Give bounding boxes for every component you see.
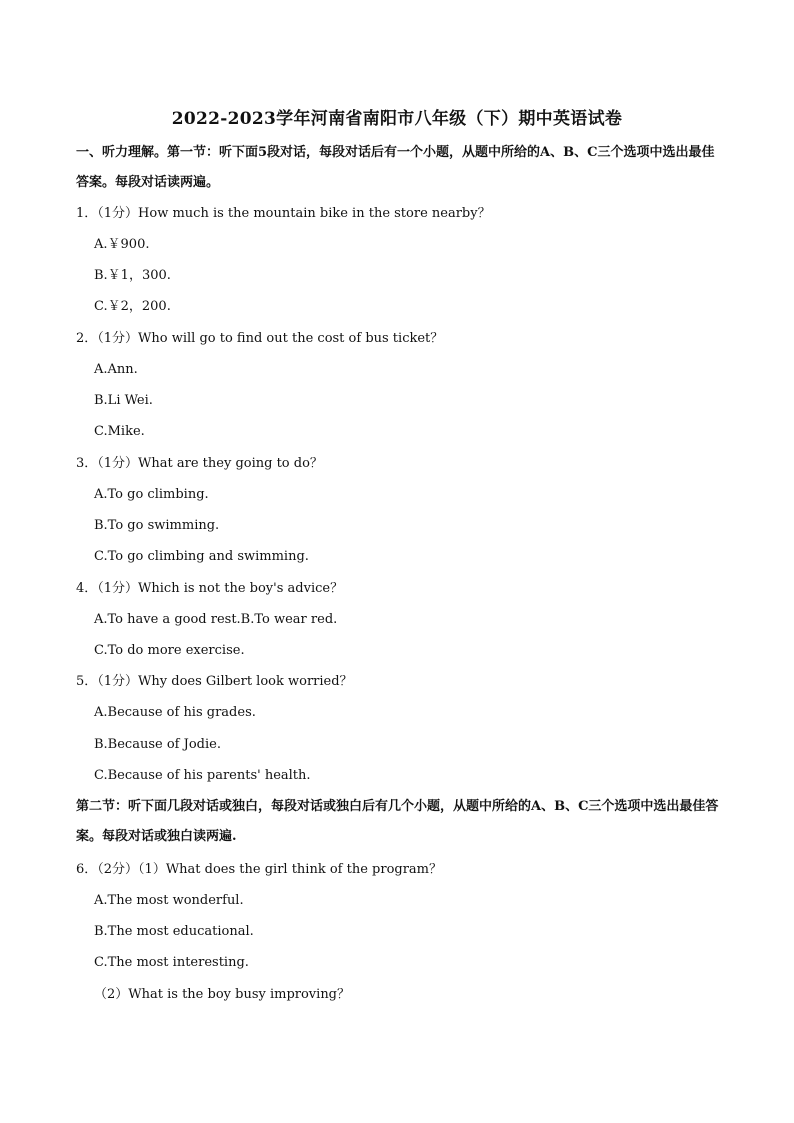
question-3-option-a: A.To go climbing.: [94, 487, 209, 502]
question-5-option-a: A.Because of his grades.: [94, 705, 256, 720]
question-5-stem: 5．（1分）Why does Gilbert look worried？: [76, 674, 353, 689]
question-6-option-a: A.The most wonderful.: [94, 893, 244, 908]
question-3-option-c: C.To go climbing and swimming.: [94, 549, 309, 564]
question-3-stem: 3．（1分）What are they going to do？: [76, 456, 323, 471]
question-4-options-ab: A.To have a good rest.B.To wear red.: [94, 612, 338, 627]
question-6-option-c: C.The most interesting.: [94, 955, 249, 970]
question-1-option-c: C.￥2，200.: [94, 299, 171, 314]
question-5-option-b: B.Because of Jodie.: [94, 737, 221, 752]
section-one-instructions: 一、听力理解。第一节：听下面5段对话，每段对话后有一个小题，从题中所给的A、B、C三个选项中选出最佳答案。每段对话读两遍。: [76, 145, 715, 190]
question-2-stem: 2．（1分）Who will go to find out the cost of bus ticket？: [76, 331, 444, 346]
question-2-option-b: B.Li Wei.: [94, 393, 153, 408]
question-2-option-c: C.Mike.: [94, 424, 145, 439]
question-6-option-b: B.The most educational.: [94, 924, 254, 939]
section-two-instructions: 第二节：听下面几段对话或独白，每段对话或独白后有几个小题，从题中所给的A、B、C三个选项中选出最佳答案。每段对话或独白读两遍.: [76, 799, 719, 844]
page-title: 2022-2023学年河南省南阳市八年级（下）期中英语试卷: [171, 109, 623, 129]
question-1-stem: 1．（1分）How much is the mountain bike in the store nearby？: [76, 206, 491, 221]
question-2-option-a: A.Ann.: [94, 362, 138, 377]
question-3-option-b: B.To go swimming.: [94, 518, 220, 533]
question-4-option-c: C.To do more exercise.: [94, 643, 245, 658]
question-6-stem: 6．（2分）（1）What does the girl think of the program？: [76, 862, 443, 877]
question-5-option-c: C.Because of his parents' health.: [94, 768, 311, 783]
question-6-sub-2: （2）What is the boy busy improving？: [94, 987, 351, 1002]
question-1-option-b: B.￥1，300.: [94, 268, 171, 283]
question-4-stem: 4．（1分）Which is not the boy's advice？: [76, 581, 344, 596]
question-1-option-a: A.￥900.: [94, 237, 150, 252]
